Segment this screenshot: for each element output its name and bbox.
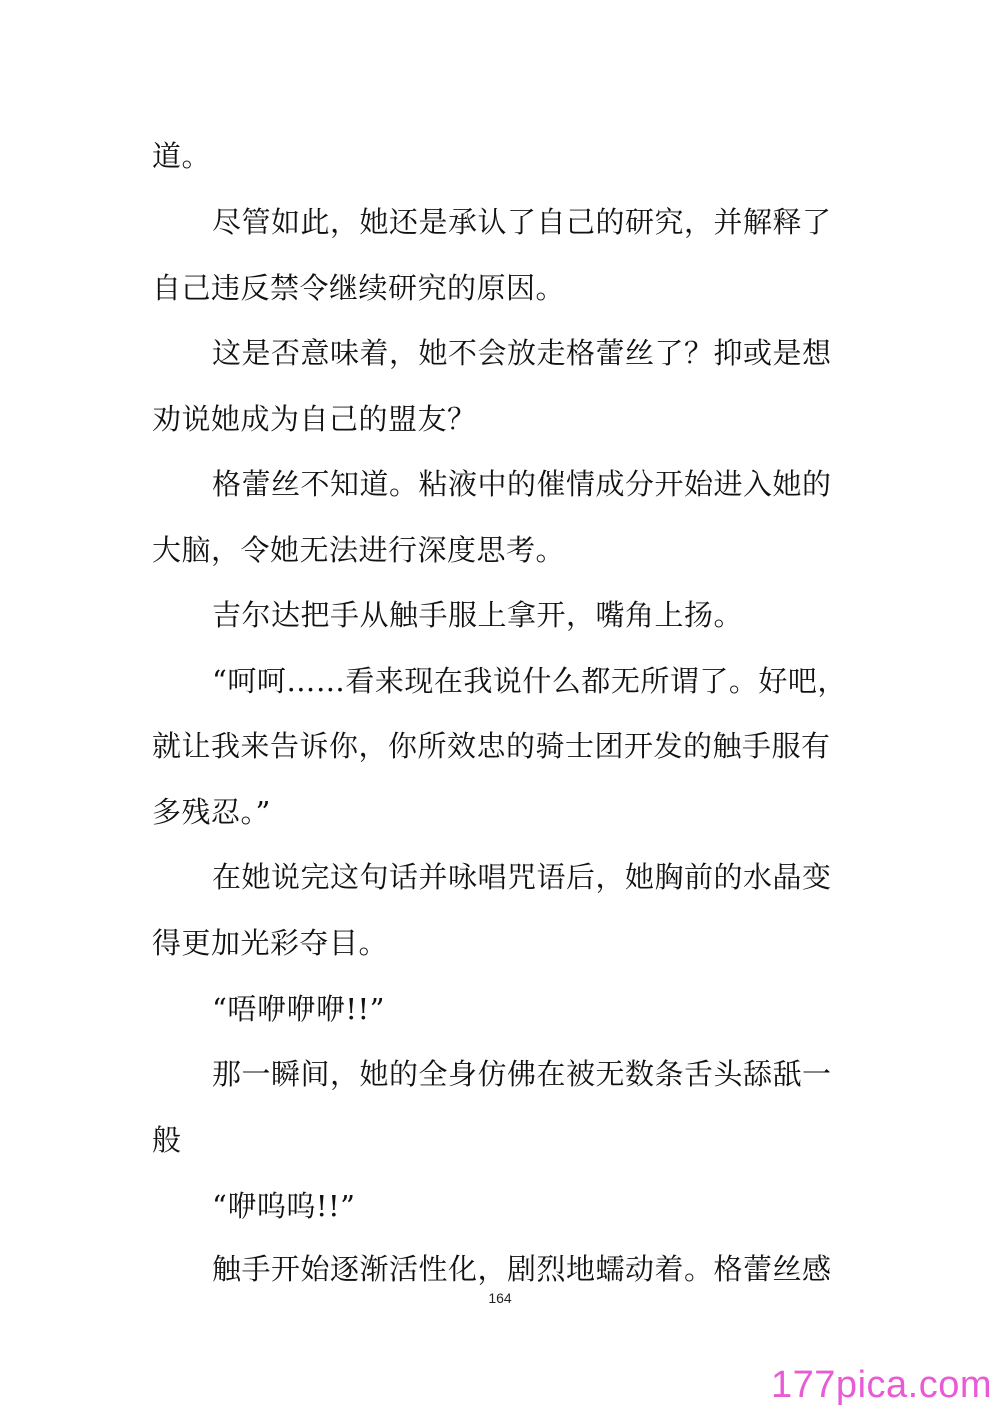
text-line-4: 这是否意味着，她不会放走格蕾丝了？抑或是想 [212,336,832,370]
text-line-6: 格蕾丝不知道。粘液中的催情成分开始进入她的 [212,467,832,501]
watermark: 177pica.com [771,1364,992,1406]
text-line-8: 吉尔达把手从触手服上拿开，嘴角上扬。 [212,598,744,632]
text-line-12: 在她说完这句话并咏唱咒语后，她胸前的水晶变 [212,860,832,894]
text-line-10: 就让我来告诉你，你所效忠的骑士团开发的触手服有 [152,729,831,763]
text-line-3: 自己违反禁令继续研究的原因。 [152,271,566,305]
text-line-7: 大脑，令她无法进行深度思考。 [152,533,566,567]
text-line-15: 那一瞬间，她的全身仿佛在被无数条舌头舔舐一 [212,1057,832,1091]
text-line-18: 触手开始逐渐活性化，剧烈地蠕动着。格蕾丝感 [212,1252,832,1286]
text-line-17: “咿呜呜!!” [212,1189,356,1223]
text-line-5: 劝说她成为自己的盟友？ [152,402,477,436]
text-line-14: “唔咿咿咿!!” [212,992,385,1026]
text-line-9: “呵呵……看来现在我说什么都无所谓了。好吧， [212,664,847,698]
page-number: 164 [488,1290,512,1306]
text-line-1: 道。 [152,139,212,173]
text-line-11: 多残忍。” [152,795,271,829]
text-line-2: 尽管如此，她还是承认了自己的研究，并解释了 [212,205,832,239]
text-line-16: 般 [152,1123,182,1157]
text-line-13: 得更加光彩夺目。 [152,926,389,960]
